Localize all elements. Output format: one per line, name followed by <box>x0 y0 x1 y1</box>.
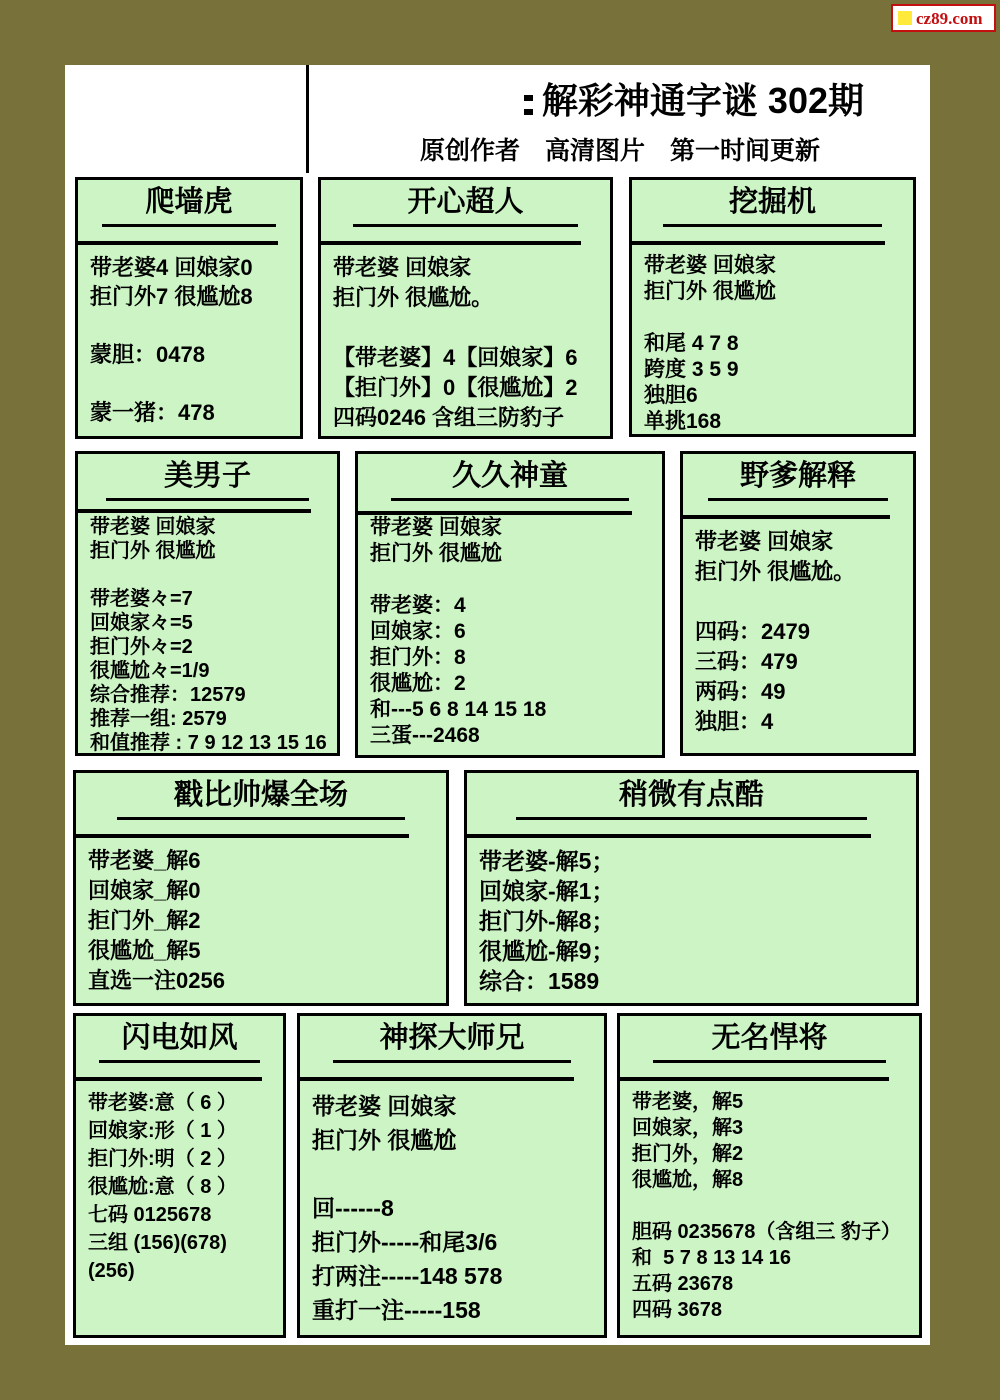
card-line <box>644 305 905 331</box>
card-line: 带老婆 回娘家 <box>312 1093 457 1119</box>
card-line <box>632 1193 911 1219</box>
card-body <box>358 515 662 749</box>
card-line: 五码 23678 <box>632 1273 734 1295</box>
card-title: 稍微有点酷 <box>618 779 764 811</box>
card-line: 两码：49 <box>695 679 786 704</box>
card-wu-ming-han-jiang <box>617 1013 922 1338</box>
card-title: 久久神童 <box>451 460 568 492</box>
card-line: 【拒门外】0【很尴尬】2 <box>333 375 578 400</box>
site-watermark-text: cz89.com <box>916 8 983 28</box>
card-title: 美男子 <box>163 460 251 492</box>
card-pa-qiang-hu <box>75 177 303 439</box>
card-line: 拒门外-----和尾3/6 <box>312 1229 498 1255</box>
card-line <box>90 369 292 398</box>
card-line: 带老婆：4 <box>370 594 466 617</box>
card-line: 单挑168 <box>644 410 722 433</box>
card-line: 拒门外：8 <box>370 646 466 669</box>
card-title: 神探大师兄 <box>379 1022 525 1054</box>
card-line: 很尴尬-解9； <box>479 938 615 964</box>
card-kai-xin-chao-ren <box>318 177 613 439</box>
card-title: 戳比帅爆全场 <box>173 779 348 811</box>
card-line: 带老婆，解5 <box>632 1091 744 1113</box>
card-line: 很尴尬:意（ 8 ） <box>88 1176 237 1198</box>
card-body <box>300 1081 604 1327</box>
card-line: 拒门外-解8； <box>479 908 615 934</box>
card-line: 回娘家，解3 <box>632 1117 744 1139</box>
card-line <box>333 313 602 343</box>
card-line: 打两注-----148 578 <box>312 1263 503 1289</box>
card-line: 回娘家_解0 <box>88 878 201 903</box>
card-shen-tan-da-shi-xiong <box>297 1013 607 1338</box>
card-body <box>78 245 300 427</box>
card-line: 三码：479 <box>695 649 798 674</box>
card-line: 蒙胆：0478 <box>90 342 205 367</box>
card-line: 四码：2479 <box>695 619 810 644</box>
card-line: 拒门外7 很尴尬8 <box>90 284 253 309</box>
title-underline <box>663 224 882 227</box>
card-mei-nan-zi <box>75 451 340 756</box>
card-body <box>467 838 916 996</box>
card-line: 拒门外，解2 <box>632 1143 744 1165</box>
card-line: 三蛋---2468 <box>370 724 480 747</box>
card-line: 四码 3678 <box>632 1299 723 1321</box>
card-line: 独胆6 <box>644 384 698 407</box>
card-body <box>76 1081 283 1285</box>
card-line: 拒门外 很尴尬 <box>370 542 502 565</box>
card-line <box>90 311 292 340</box>
card-line: 重打一注-----158 <box>312 1297 481 1323</box>
card-body <box>620 1081 919 1323</box>
card-wa-jue-ji <box>629 177 916 437</box>
title-underline <box>333 1060 570 1063</box>
card-line: 胆码 0235678（含组三 豹子） <box>632 1221 901 1243</box>
card-body <box>321 245 610 433</box>
card-body <box>683 519 913 737</box>
card-line: 和 5 7 8 13 14 16 <box>632 1247 792 1269</box>
title-underline <box>102 224 275 227</box>
card-line: 带老婆-解5； <box>479 848 615 874</box>
title-underline <box>391 498 628 501</box>
card-line <box>695 587 905 617</box>
card-line <box>312 1157 596 1191</box>
card-line: 带老婆 回娘家 <box>695 529 834 554</box>
card-line: 拒门外々=2 <box>90 636 193 658</box>
badge-yellow-square-icon <box>898 11 912 25</box>
site-watermark <box>891 4 996 32</box>
card-shan-dian-ru-feng <box>73 1013 286 1338</box>
card-line: 拒门外_解2 <box>88 908 201 933</box>
card-line: 很尴尬_解5 <box>88 938 201 963</box>
card-line: 【带老婆】4【回娘家】6 <box>333 345 578 370</box>
card-line: 蒙一猪：478 <box>90 400 215 425</box>
clipped-character-fragment <box>524 95 533 115</box>
card-line: 带老婆_解6 <box>88 848 201 873</box>
card-line: 拒门外 很尴尬 <box>312 1127 457 1153</box>
card-line: 七码 0125678 <box>88 1204 212 1226</box>
page-title <box>310 76 930 126</box>
title-underline <box>708 498 887 501</box>
title-underline <box>653 1060 886 1063</box>
card-line: 和---5 6 8 14 15 18 <box>370 698 547 721</box>
header-divider <box>306 65 309 173</box>
title-underline <box>516 817 866 820</box>
card-line: 拒门外 很尴尬。 <box>333 285 494 310</box>
card-line: 回娘家：6 <box>370 620 466 643</box>
card-title: 野爹解释 <box>739 460 856 492</box>
page-title-text: 解彩神通字谜 302期 <box>541 80 864 121</box>
card-line: 带老婆:意（ 6 ） <box>88 1092 237 1114</box>
card-line: 四码0246 含组三防豹子 <box>333 405 565 430</box>
card-title: 挖掘机 <box>728 186 816 218</box>
card-title: 闪电如风 <box>121 1022 238 1054</box>
card-line: 带老婆々=7 <box>90 588 193 610</box>
card-line: 拒门外:明（ 2 ） <box>88 1148 237 1170</box>
card-line: 回娘家-解1； <box>479 878 615 904</box>
card-chuo-bi-shuai-bao <box>73 770 449 1006</box>
card-line: 三组 (156)(678) <box>88 1232 227 1254</box>
page-subtitle: 原创作者 高清图片 第一时间更新 <box>419 137 820 165</box>
card-line: 跨度 3 5 9 <box>644 358 739 381</box>
card-line: 推荐一组: 2579 <box>90 708 227 730</box>
card-line: 独胆：4 <box>695 709 774 734</box>
card-line: 拒门外 很尴尬 <box>644 280 776 303</box>
card-line: 带老婆 回娘家 <box>90 516 216 538</box>
card-title: 爬墙虎 <box>145 186 233 218</box>
card-line: 很尴尬，解8 <box>632 1169 744 1191</box>
card-jiu-jiu-shen-tong <box>355 451 665 758</box>
card-shao-wei-you-dian-ku <box>464 770 919 1006</box>
title-underline <box>106 498 308 501</box>
card-line: 综合推荐：12579 <box>90 684 246 706</box>
card-line: 带老婆 回娘家 <box>644 254 776 277</box>
card-line: 综合：1589 <box>479 968 600 994</box>
card-title: 开心超人 <box>407 186 524 218</box>
card-title: 无名悍将 <box>711 1022 828 1054</box>
card-line: 带老婆 回娘家 <box>370 516 502 539</box>
card-body <box>76 838 446 996</box>
card-line: 回------8 <box>312 1195 394 1221</box>
card-line: 很尴尬々=1/9 <box>90 660 210 682</box>
title-underline <box>99 1060 260 1063</box>
card-ye-die-jie-shi <box>680 451 916 756</box>
card-line: 带老婆 回娘家 <box>333 255 472 280</box>
card-line <box>90 563 329 587</box>
title-underline <box>353 224 578 227</box>
card-line: 直选一注0256 <box>88 968 225 993</box>
card-line: 和尾 4 7 8 <box>644 332 739 355</box>
card-line: 很尴尬：2 <box>370 672 466 695</box>
card-line: 带老婆4 回娘家0 <box>90 255 253 280</box>
card-body <box>632 245 913 435</box>
card-line: (256) <box>88 1260 135 1282</box>
card-line: 拒门外 很尴尬。 <box>695 559 856 584</box>
card-line: 拒门外 很尴尬 <box>90 540 216 562</box>
card-line: 和值推荐 : 7 9 12 13 15 16 <box>90 732 327 754</box>
card-line: 回娘家:形（ 1 ） <box>88 1120 237 1142</box>
card-body <box>78 513 337 755</box>
card-line: 回娘家々=5 <box>90 612 193 634</box>
card-line <box>370 567 654 593</box>
title-underline <box>117 817 406 820</box>
